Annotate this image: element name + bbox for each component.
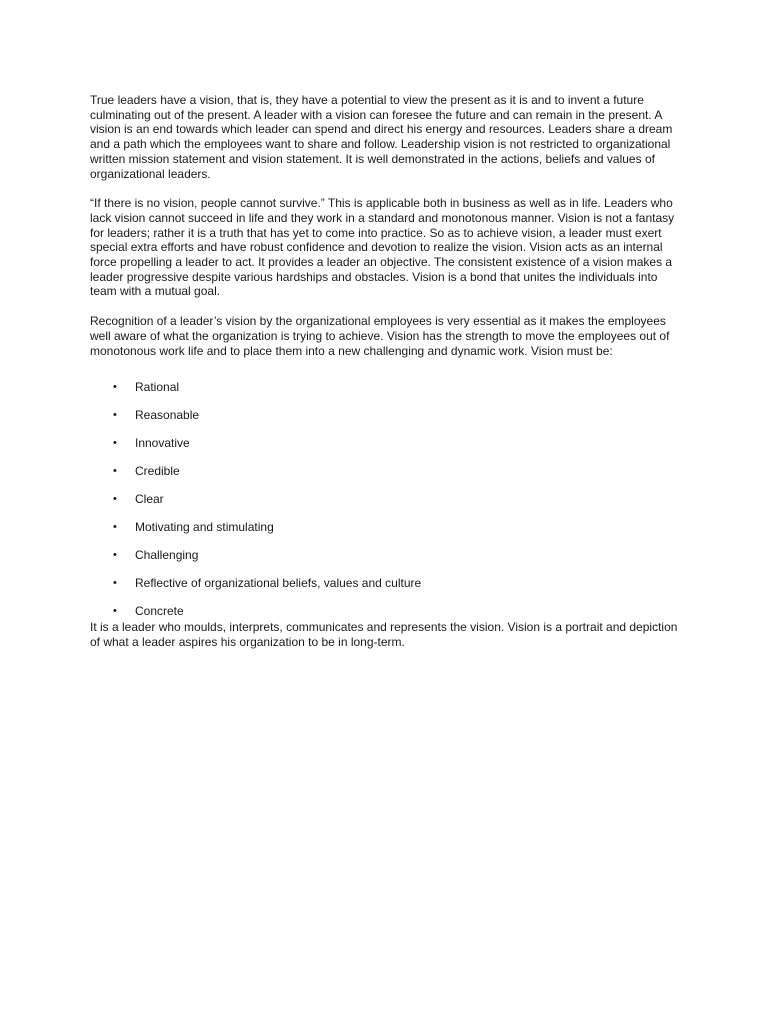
list-item-label: Challenging: [135, 548, 199, 563]
bullet-icon: •: [113, 549, 117, 562]
list-item: [90, 380, 680, 408]
bullet-icon: •: [113, 577, 117, 590]
list-item-label: Rational: [135, 380, 180, 395]
bullet-icon: •: [113, 437, 117, 450]
list-item-label: Motivating and stimulating: [135, 520, 274, 535]
paragraph-2: “If there is no vision, people cannot survive.” This is applicable both in business as well as in life. Leaders who lack vision cannot succeed in life and they work in a standard and monotonous manner. Vision is not a fantasy for leaders; rather it is a truth that has yet to come into practice. So as to achieve vision, a leader must exert special extra efforts and have robust confidence and devotion to realize the vision. Vision acts as an internal force propelling a leader to act. It provides a leader an objective. The consistent existence of a vision makes a leader progressive despite various hardships and obstacles. Vision is a bond that unites the individuals into team with a mutual goal.: [90, 196, 675, 299]
list-item-label: Concrete: [135, 604, 184, 619]
list-item: [90, 464, 680, 492]
list-item-label: Reasonable: [135, 408, 200, 423]
bullet-icon: •: [113, 521, 117, 534]
list-item: [90, 520, 680, 548]
list-item-label: Clear: [135, 492, 164, 507]
list-item-label: Reflective of organizational beliefs, values and culture: [135, 576, 422, 591]
list-item-label: Credible: [135, 464, 180, 479]
closing-paragraph: It is a leader who moulds, interprets, communicates and represents the vision. Vision is a portrait and depiction of what a leader aspires his organization to be in long-term.: [90, 620, 678, 649]
list-item: [90, 408, 680, 436]
bullet-icon: •: [113, 605, 117, 618]
paragraph-1: True leaders have a vision, that is, they have a potential to view the present as it is and to invent a future culminating out of the present. A leader with a vision can foresee the future and can remain in the present. A vision is an end towards which leader can spend and direct his energy and resources. Leaders share a dream and a path which the employees want to share and follow. Leadership vision is not restricted to organizational written mission statement and vision statement. It is well demonstrated in the actions, beliefs and values of organizational leaders.: [90, 93, 673, 181]
bullet-icon: •: [113, 465, 117, 478]
document-page: [90, 93, 680, 650]
list-item-label: Innovative: [135, 436, 190, 451]
paragraph-3: Recognition of a leader’s vision by the organizational employees is very essential as it makes the employees well aware of what the organization is trying to achieve. Vision has the strength to move the employees out of monotonous work life and to place them into a new challenging and dynamic work. Vision must be:: [90, 314, 670, 358]
list-item: [90, 604, 680, 620]
list-item: [90, 492, 680, 520]
bullet-icon: •: [113, 381, 117, 394]
vision-qualities-list: [90, 380, 680, 620]
list-item: [90, 576, 680, 604]
bullet-icon: •: [113, 493, 117, 506]
list-item: [90, 548, 680, 576]
list-item: [90, 436, 680, 464]
bullet-icon: •: [113, 409, 117, 422]
